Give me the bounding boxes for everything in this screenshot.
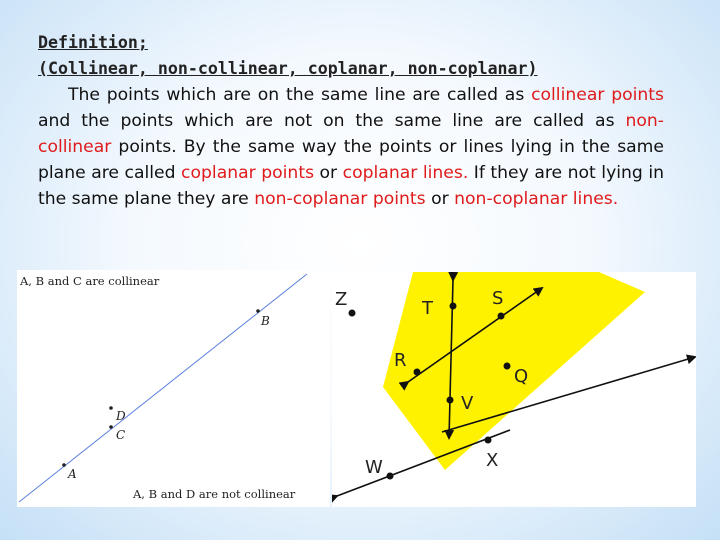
definition-paragraph: [38, 82, 664, 212]
label-point-b: B: [261, 314, 270, 328]
label-point-c: C: [116, 428, 126, 442]
point-w: [387, 473, 394, 480]
point-q: [504, 363, 511, 370]
point-x: [485, 437, 492, 444]
para-text-3: points. By the same way the points or lines lying in the same plane are called: [38, 137, 664, 183]
collinear-line: [19, 274, 307, 502]
label-point-s: S: [492, 288, 504, 309]
definition-heading: Definition;: [38, 33, 148, 52]
point-a: [62, 463, 66, 467]
caption-not-collinear: A, B and D are not collinear: [133, 487, 296, 501]
para-text-6: or: [425, 189, 455, 209]
caption-collinear: A, B and C are collinear: [20, 274, 160, 288]
label-point-r: R: [394, 350, 407, 371]
point-v: [447, 397, 454, 404]
point-t: [450, 303, 457, 310]
definition-subheading: (Collinear, non-collinear, coplanar, non-coplanar): [38, 59, 538, 78]
term-coplanar-points: coplanar points: [181, 163, 315, 183]
point-s: [498, 313, 505, 320]
label-point-x: X: [486, 450, 499, 471]
definition-text: [38, 30, 664, 212]
para-text-1: The points which are on the same line are called as: [68, 85, 532, 105]
para-text-5: If they are not lying in the same plane they are: [38, 163, 664, 209]
label-point-v: V: [461, 393, 474, 414]
term-coplanar-lines: coplanar lines.: [342, 163, 469, 183]
term-non-collinear: non-collinear: [38, 111, 664, 157]
label-point-t: T: [422, 298, 433, 319]
para-text-4: or: [314, 163, 343, 183]
point-r: [414, 369, 421, 376]
label-point-z: Z: [335, 289, 348, 310]
term-collinear-points: collinear points: [531, 85, 664, 105]
point-b: [256, 309, 260, 313]
point-c: [109, 425, 113, 429]
term-non-coplanar-points: non-coplanar points: [254, 189, 426, 209]
label-point-q: Q: [514, 366, 529, 387]
para-text-2: and the points which are not on the same line are called as: [38, 111, 626, 131]
coplanar-diagram: [332, 272, 696, 507]
point-d: [109, 406, 113, 410]
term-non-coplanar-lines: non-coplanar lines.: [454, 189, 619, 209]
collinear-diagram: [17, 270, 330, 507]
point-z: [349, 310, 356, 317]
label-point-d: D: [116, 409, 126, 423]
coplanar-figure: [332, 272, 696, 507]
collinear-figure: [17, 270, 330, 507]
label-point-w: W: [365, 457, 383, 478]
label-point-a: A: [68, 467, 77, 481]
